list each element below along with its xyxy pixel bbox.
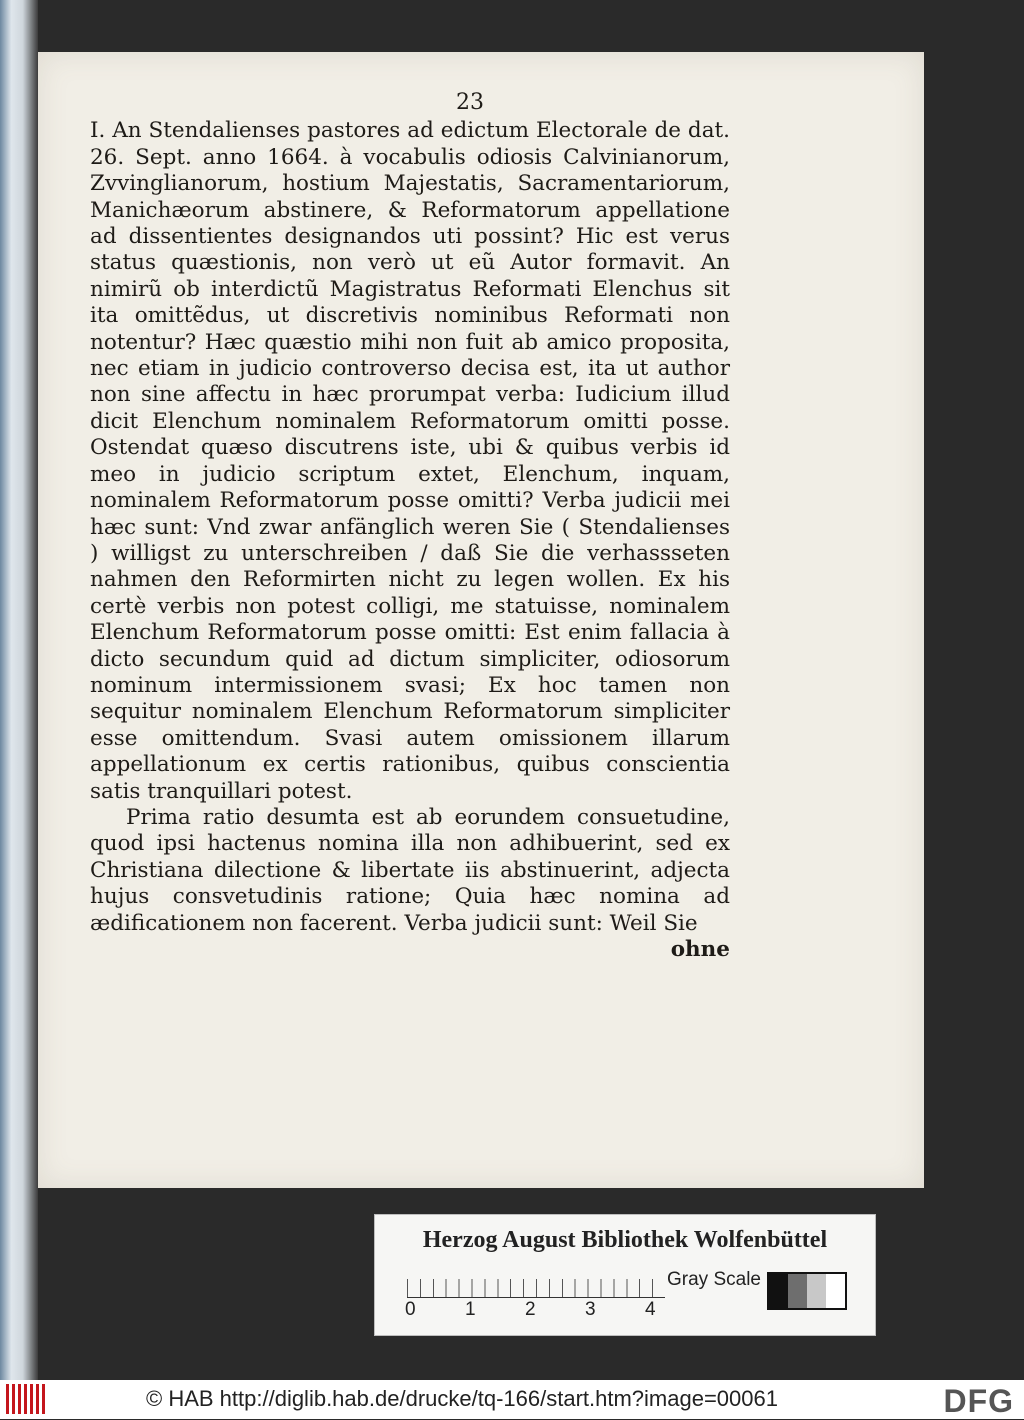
gray-scale-label: Gray Scale <box>667 1269 761 1290</box>
library-name: Herzog August Bibliothek Wolfenbüttel <box>422 1227 828 1253</box>
ruler-number: 4 <box>645 1299 656 1320</box>
ruler-numbers <box>405 1299 675 1323</box>
page-number: 23 <box>456 90 484 115</box>
paragraph-1-text: I. An Stendalienses pastores ad edictum Electorale de dat. 26. Sept. anno 1664. à vocabulis odiosis Calvinianorum, Zvvinglianorum, hostium Majestatis, Sacramentariorum, Manichæorum abstinere, & Reformatorum appellatione ad dissentientes designandos uti possint? Hic est verus status quæstionis, non verò ut eũ Autor formavit. An nimirũ ob interdictũ Magistratus Reformati Elenchus sit ita omittẽdus, ut discretivis nominibus Reformati non notentur? Hæc quæstio mihi non fuit ab amico proposita, nec etiam in judicio controverso decisa est, ita ut author non sine affectu in hæc prorumpat verba: Iudicium illud dicit Elenchum nominalem Reformatorum omitti posse. Ostendat quæso discutrens iste, ubi & quibus verbis id meo in judicio scriptum extet, Elenchum, inquam, nominalem Reformatorum posse omitti? Verba judicii mei hæc sunt: Vnd zwar anfänglich weren Sie ( Stendalienses ) willigst zu unterschreiben / daß Sie die verhassseten nahmen den Reformirten nicht zu legen wollen. Ex his certè verbis non potest colligi, me statuisse, nominalem Elenchum Reformatorum posse omitti: Est enim fallacia à dicto secundum quid ad dictum simpliciter, odiosorum nominum intermissionem svasi; Ex hoc tamen non sequitur nominalem Elenchum Reformatorum simpliciter esse omittendum. Svasi autem omissionem illarum appellationum ex certis rationibus, quibus conscientia satis tranquillari potest. <box>90 118 730 804</box>
gray-swatch <box>826 1274 845 1308</box>
gray-swatch <box>769 1274 788 1308</box>
copyright-link[interactable]: © HAB http://diglib.hab.de/drucke/tq-166/start.htm?image=00061 <box>146 1386 778 1411</box>
measurement-ruler <box>407 1267 665 1298</box>
ruler-number: 3 <box>585 1299 596 1320</box>
footer-bar <box>0 1380 1024 1419</box>
paragraph-2 <box>90 805 730 937</box>
library-color-card <box>374 1214 876 1336</box>
hab-logo-icon <box>6 1384 46 1414</box>
paragraph-2-text: Prima ratio desumta est ab eorundem consuetudine, quod ipsi hactenus nomina illa non adhibuerint, sed ex Christiana dilectione & libertate iis abstinuerint, adjecta hujus consvetudinis ratione; Quia hæc nomina ad ædificationem non facerent. Verba judicii sunt: Weil Sie <box>90 804 730 936</box>
gray-scale-swatches <box>767 1272 847 1310</box>
ruler-number: 0 <box>405 1299 416 1320</box>
ruler-number: 2 <box>525 1299 536 1320</box>
ruler-number: 1 <box>465 1299 476 1320</box>
left-page-edge <box>0 0 38 1380</box>
gray-swatch <box>807 1274 826 1308</box>
dfg-logo: DFG <box>943 1383 1014 1419</box>
paragraph-1 <box>90 118 730 805</box>
catchword: ohne <box>670 937 730 962</box>
book-page <box>38 52 924 1188</box>
gray-swatch <box>788 1274 807 1308</box>
page-text <box>90 90 730 963</box>
